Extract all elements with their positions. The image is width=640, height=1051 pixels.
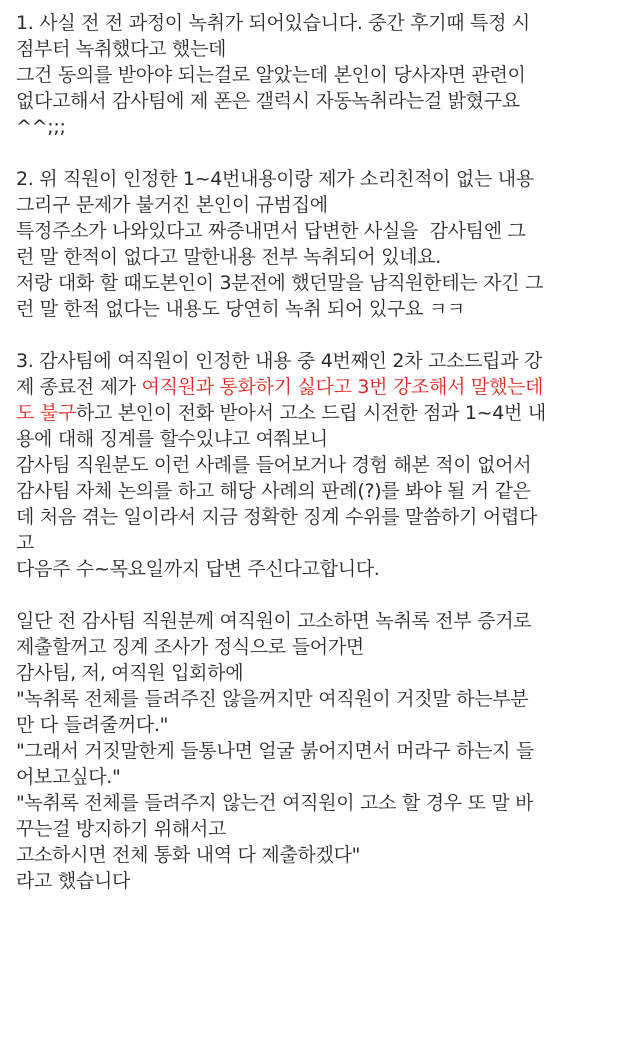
text-line-highlighted bbox=[16, 374, 626, 400]
text-line: 용에 대해 징계를 할수있냐고 여쭤보니 bbox=[16, 428, 328, 450]
text-line: 일단 전 감사팀 직원분께 여직원이 고소하면 녹취록 전부 증거로 bbox=[16, 610, 532, 632]
text-line: 제출할꺼고 징계 조사가 정식으로 들어가면 bbox=[16, 636, 364, 658]
text-line: 런 말 한적 없다는 내용도 당연히 녹취 되어 있구요 ㅋㅋ bbox=[16, 298, 465, 320]
text-line: ^^;;; bbox=[16, 116, 66, 138]
text-line: 꾸는걸 방지하기 위해서고 bbox=[16, 818, 227, 840]
text-line: 감사팀, 저, 여직원 입회하에 bbox=[16, 662, 244, 684]
text-line: 특정주소가 나와있다고 짜증내면서 답변한 사실을 감사팀엔 그 bbox=[16, 220, 526, 242]
plain-text: 하고 본인이 전화 받아서 고소 드립 시전한 점과 1~4번 내 bbox=[75, 402, 546, 424]
text-line: 1. 사실 전 전 과정이 녹취가 되어있습니다. 중간 후기때 특정 시 bbox=[16, 12, 530, 34]
text-line: 다음주 수~목요일까지 답변 주신다고합니다. bbox=[16, 558, 380, 580]
text-line: 저랑 대화 할 때도본인이 3분전에 했던말을 남직원한테는 자긴 그 bbox=[16, 272, 544, 294]
text-line: 3. 감사팀에 여직원이 인정한 내용 중 4번째인 2차 고소드립과 강 bbox=[16, 350, 543, 372]
text-line: 어보고싶다." bbox=[16, 766, 121, 788]
text-line: 감사팀 자체 논의를 하고 해당 사례의 판례(?)를 봐야 될 거 같은 bbox=[16, 480, 531, 502]
text-line: 2. 위 직원이 인정한 1~4번내용이랑 제가 소리친적이 없는 내용 bbox=[16, 168, 534, 190]
text-line: 없다고해서 감사팀에 제 폰은 갤럭시 자동녹취라는걸 밝혔구요 bbox=[16, 90, 520, 112]
highlighted-text: 도 불구 bbox=[16, 402, 76, 424]
text-line: 고소하시면 전체 통화 내역 다 제출하겠다" bbox=[16, 844, 361, 866]
paragraph-gap bbox=[16, 140, 626, 166]
paragraph-3 bbox=[16, 348, 626, 582]
text-line: 점부터 녹취했다고 했는데 bbox=[16, 38, 227, 60]
text-line-highlighted bbox=[16, 400, 626, 426]
plain-text: 제 종료전 제가 bbox=[16, 376, 142, 398]
text-line: 고 bbox=[16, 532, 35, 554]
text-line: 런 말 한적이 없다고 말한내용 전부 녹취되어 있네요. bbox=[16, 246, 442, 268]
highlighted-text: 여직원과 통화하기 싫다고 3번 강조해서 말했는데 bbox=[141, 376, 544, 398]
paragraph-gap bbox=[16, 582, 626, 608]
text-line: 그리구 문제가 불거진 본인이 규범집에 bbox=[16, 194, 328, 216]
text-line: 데 처음 겪는 일이라서 지금 정확한 징계 수위를 말씀하기 어렵다 bbox=[16, 506, 538, 528]
text-line: 그건 동의를 받아야 되는걸로 알았는데 본인이 당사자면 관련이 bbox=[16, 64, 526, 86]
paragraph-gap bbox=[16, 322, 626, 348]
text-line: "그래서 거짓말한게 들통나면 얼굴 붉어지면서 머라구 하는지 들 bbox=[16, 740, 535, 762]
text-line: 감사팀 직원분도 이런 사례를 들어보거나 경험 해본 적이 없어서 bbox=[16, 454, 532, 476]
text-line: "녹취록 전체를 들려주진 않을꺼지만 여직원이 거짓말 하는부분 bbox=[16, 688, 529, 710]
paragraph-2 bbox=[16, 166, 626, 322]
paragraph-4 bbox=[16, 608, 626, 894]
text-line: 라고 했습니다 bbox=[16, 870, 131, 892]
text-line: "녹취록 전체를 들려주지 않는건 여직원이 고소 할 경우 또 말 바 bbox=[16, 792, 534, 814]
paragraph-1 bbox=[16, 10, 626, 140]
text-line: 만 다 들려줄꺼다." bbox=[16, 714, 169, 736]
